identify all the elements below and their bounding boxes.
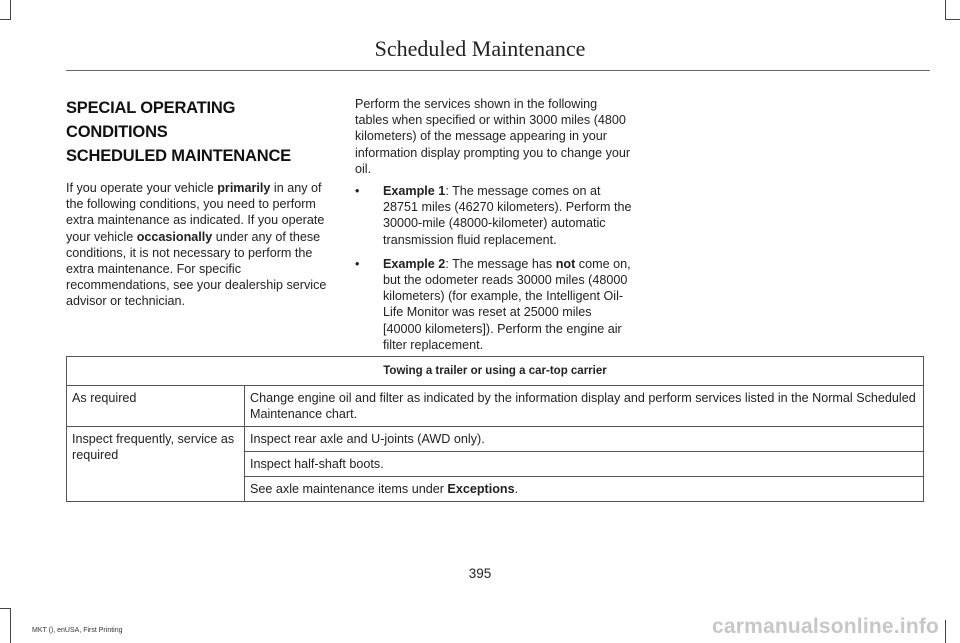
table-row <box>67 386 924 427</box>
bullet-marker: • <box>355 256 360 271</box>
table-header-row <box>67 357 924 386</box>
left-column <box>66 96 338 310</box>
example-label: Example 1 <box>383 184 446 199</box>
crop-mark <box>945 620 946 643</box>
page-number: 395 <box>468 566 492 581</box>
table-cell: Inspect rear axle and U-joints (AWD only). <box>245 427 924 452</box>
list-item <box>355 183 633 248</box>
text-segment: See axle maintenance items under <box>250 482 448 496</box>
section-heading-scheduled: SCHEDULED MAINTENANCE <box>66 147 291 165</box>
printing-footer: MKT (), enUSA, First Printing <box>32 627 123 634</box>
crop-mark <box>945 0 946 20</box>
section-heading-special: SPECIAL OPERATING CONDITIONS <box>66 99 236 141</box>
emphasis-primarily: primarily <box>217 181 271 195</box>
intro-paragraph <box>66 180 338 310</box>
emphasis-not: not <box>555 256 576 271</box>
maintenance-table <box>66 356 924 502</box>
bullet-marker: • <box>355 184 360 199</box>
table-header: Towing a trailer or using a car-top carrier <box>67 357 924 386</box>
table-cell: Inspect half-shaft boots. <box>245 452 924 477</box>
example-text: : The message has <box>445 256 556 271</box>
example-text: : The message comes on at 28751 miles (46270 kilometers). Perform the 30000-mile (48000-kilometer) automatic transmission fluid replacement. <box>383 184 632 247</box>
watermark: carmanualsonline.info <box>712 615 940 638</box>
crop-mark <box>0 19 11 20</box>
crop-mark <box>10 0 11 20</box>
text-segment: in any of the following conditions, you need to perform extra maintenance as indicated. If you operate your vehicle <box>66 181 325 244</box>
crop-mark <box>945 19 960 20</box>
emphasis-occasionally: occasionally <box>136 229 213 244</box>
text-segment: under any of these conditions, it is not necessary to perform the extra maintenance. For specific recommendations, see your dealership service advisor or technician. <box>66 229 327 309</box>
services-paragraph: Perform the services shown in the following tables when specified or within 3000 miles (4800 kilometers) of the message appearing in your information display prompting you to change your oil. <box>355 97 631 176</box>
table-row <box>67 427 924 452</box>
list-item <box>355 256 633 353</box>
table-cell <box>245 477 924 502</box>
table-cell: Change engine oil and filter as indicated by the information display and perform services listed in the Normal Scheduled Maintenance chart. <box>245 386 924 427</box>
example-text: come on, but the odometer reads 30000 miles (48000 kilometers) (for example, the Intelligent Oil-Life Monitor was reset at 25000 miles [40000 kilometers]). Perform the engine air filter replacement. <box>383 256 631 352</box>
right-column <box>355 96 633 361</box>
examples-list <box>355 183 633 353</box>
example-label: Example 2 <box>383 256 446 271</box>
page-header-title: Scheduled Maintenance <box>374 36 586 61</box>
exceptions-reference: Exceptions <box>447 482 515 496</box>
crop-mark <box>10 608 11 643</box>
text-segment: . <box>514 482 519 496</box>
crop-mark <box>0 608 11 609</box>
header-divider <box>66 70 930 71</box>
table-cell: Inspect frequently, service as required <box>67 427 245 502</box>
table-cell: As required <box>67 386 245 427</box>
text-segment: If you operate your vehicle <box>66 181 218 195</box>
